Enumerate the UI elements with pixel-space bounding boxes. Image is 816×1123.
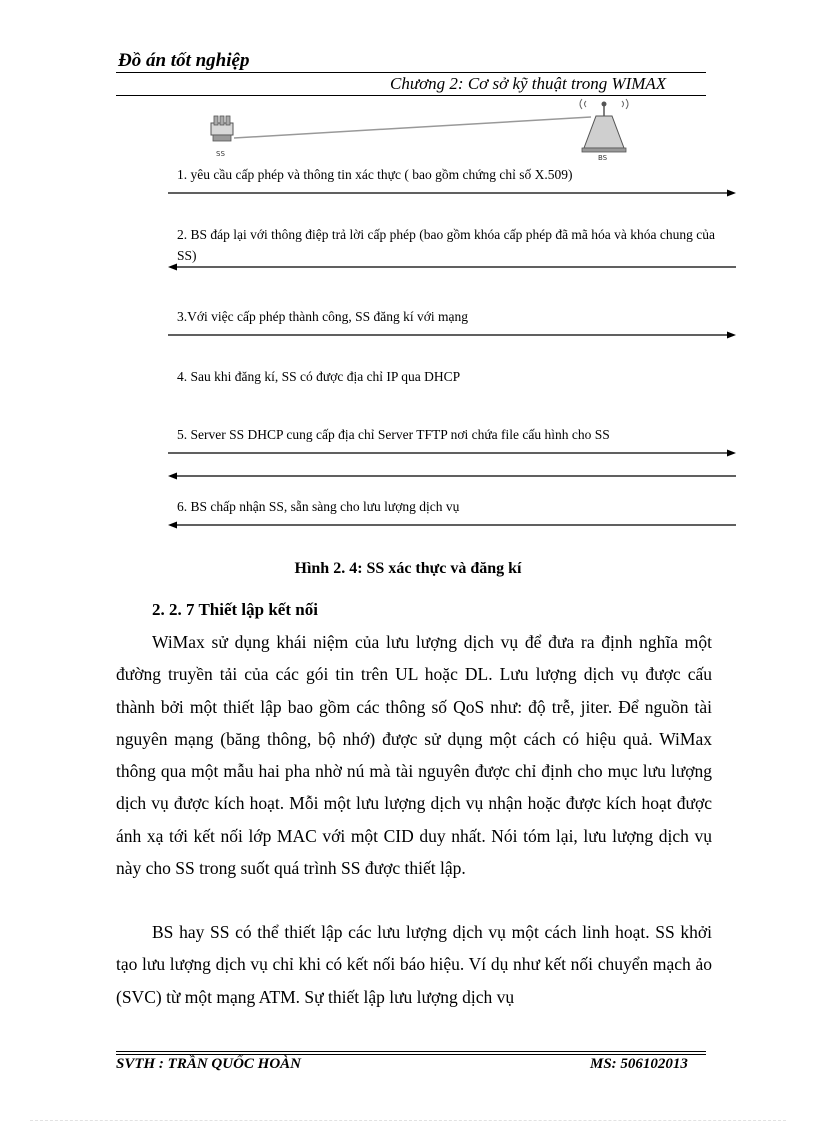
step-1-label: 1. yêu cầu cấp phép và thông tin xác thực ( bao gồm chứng chỉ số X.509) (177, 167, 573, 182)
footer-student-id: MS: 506102013 (590, 1056, 688, 1072)
bs-antenna-icon (580, 99, 628, 162)
body-paragraph: BS hay SS có thể thiết lập các lưu lượng dịch vụ một cách linh hoạt. SS khởi tạo lưu lượng dịch vụ chỉ khi có kết nối báo hiệu. Ví dụ như kết nối chuyển mạch ảo (SVC) từ một mạng ATM. Sự thiết lập lưu lượng dịch vụ (116, 922, 712, 1007)
step-2-label: 2. BS đáp lại với thông điệp trả lời cấp phép (bao gồm khóa cấp phép đã mã hóa và khóa chung của SS) (177, 227, 716, 263)
ss-authentication-diagram (150, 96, 750, 536)
footer-student: SVTH : TRẦN QUỐC HOÀN (116, 1056, 302, 1072)
chapter-title: Chương 2: Cơ sở kỹ thuật trong WIMAX (390, 74, 667, 93)
step-6-label: 6. BS chấp nhận SS, sẵn sàng cho lưu lượng dịch vụ (177, 499, 460, 514)
footer-rule (116, 1054, 706, 1055)
step-5-label: 5. Server SS DHCP cung cấp địa chỉ Server TFTP nơi chứa file cấu hình cho SS (177, 427, 610, 442)
page-edge (30, 1120, 786, 1121)
bs-label: BS (598, 154, 608, 162)
arrow-bs-to-ss (168, 262, 736, 272)
figure-caption: Hình 2. 4: SS xác thực và đăng kí (294, 560, 522, 577)
step-4-label: 4. Sau khi đăng kí, SS có được địa chỉ IP qua DHCP (177, 369, 461, 384)
step-3-label: 3.Với việc cấp phép thành công, SS đăng kí với mạng (177, 309, 468, 324)
ss-device-icon (211, 116, 233, 158)
footer-rule (116, 1051, 706, 1052)
network-link-graphic (150, 96, 750, 166)
body-paragraph: WiMax sử dụng khái niệm của lưu lượng dịch vụ để đưa ra định nghĩa một đường truyền tải của các gói tin trên UL hoặc DL. Lưu lượng dịch vụ được cấu thành bởi một thiết lập bao gồm các thông số QoS như: độ trễ, jiter. Để nguồn tài nguyên mạng (băng thông, bộ nhớ) được sử dụng một cách có hiệu quả. WiMax thông qua một mẫu hai pha nhờ nú mà tài nguyên được chỉ định cho mục lưu lượng dịch vụ được kích hoạt. Mỗi một lưu lượng dịch vụ nhận hoặc được kích hoạt được ánh xạ tới kết nối lớp MAC với một CID duy nhất. Nói tóm lại, lưu lượng dịch vụ này cho SS trong suốt quá trình SS được thiết lập. (116, 632, 712, 879)
arrow-ss-to-bs (168, 448, 736, 458)
arrow-bs-to-ss (168, 471, 736, 481)
arrow-bs-to-ss (168, 520, 736, 530)
arrow-ss-to-bs (168, 188, 736, 198)
header-rule (116, 72, 706, 73)
section-heading: 2. 2. 7 Thiết lập kết nối (152, 600, 318, 619)
radio-link-line (234, 117, 591, 138)
document-title: Đồ án tốt nghiệp (118, 50, 250, 71)
ss-label: SS (216, 150, 225, 158)
arrow-ss-to-bs (168, 330, 736, 340)
